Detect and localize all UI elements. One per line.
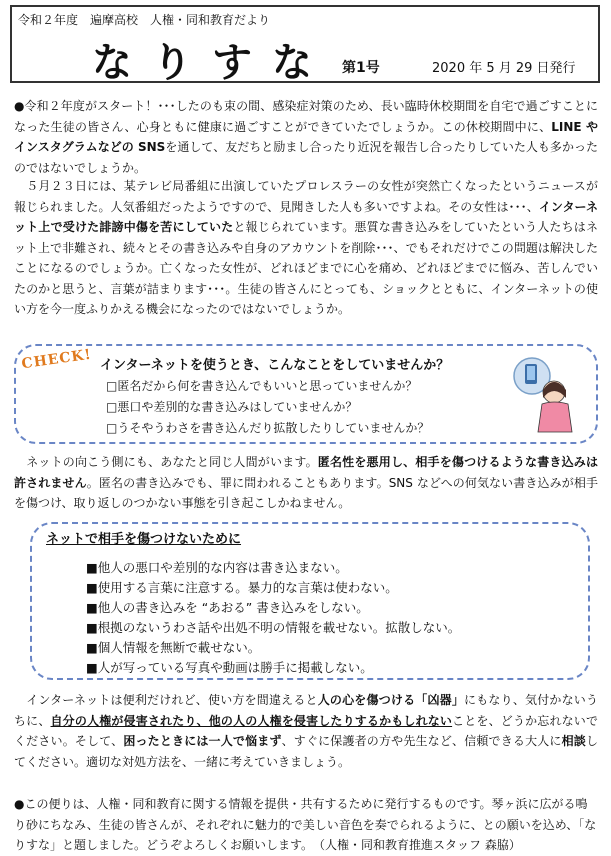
issue-number: 第1号 bbox=[342, 60, 380, 76]
closing-text: ことを、どうか忘れないでください。そして、 bbox=[14, 713, 598, 748]
check-item: □悪口や差別的な書き込みはしていませんか？ bbox=[106, 400, 358, 414]
rule-item: ■人が写っている写真や動画は勝手に掲載しない。 bbox=[86, 660, 373, 675]
rules-heading: ネットで相手を傷つけないために bbox=[46, 532, 242, 547]
consult-emphasis: 相談 bbox=[561, 734, 586, 748]
masthead bbox=[10, 5, 600, 86]
closing-text: インターネットは便利だけれど、使い方を間違えると bbox=[14, 693, 318, 707]
middle-paragraph bbox=[14, 452, 598, 514]
intro-paragraph-2 bbox=[14, 176, 598, 320]
check-item: □匿名だから何を書き込んでもいいと思っていませんか？ bbox=[106, 379, 418, 393]
school-line: 令和２年度 遍摩高校 人権・同和教育だより bbox=[18, 13, 271, 27]
rule-item: ■他人の悪口や差別的な内容は書き込まない。 bbox=[86, 560, 348, 575]
news-text: ５月２３日には、某テレビ局番組に出演していたプロレスラーの女性が突然亡くなったというニュースが報じられました。人気番組だったようですので、見聞きした人も多いですよね。その女性は･･･、 bbox=[14, 179, 598, 214]
closing-text: してください。適切な対処方法を、一緒に考えていきましょう。 bbox=[14, 734, 598, 769]
weapon-emphasis: 人の心を傷つける「凶器」 bbox=[317, 693, 465, 707]
dont-worry-alone-emphasis: 困ったときには一人で悩まず bbox=[123, 734, 282, 748]
girl-with-phone-illustration bbox=[510, 354, 580, 434]
check-heading: インターネットを使うとき、こんなことをしていませんか？ bbox=[100, 358, 450, 373]
middle-text: 。匿名の書き込みでも、罪に問われることもあります。SNS などへの何気ない書き込みが相手を傷つけ、取り返しのつかない事態を引き起こしかねません。 bbox=[14, 475, 598, 510]
issue-date: 2020 年 5 月 29 日発行 bbox=[432, 61, 576, 76]
anonymity-emphasis: 匿名性を悪用し、相手を傷つけるような書き込みは許されません bbox=[14, 455, 598, 490]
closing-paragraph bbox=[14, 690, 598, 772]
rule-item: ■他人の書き込みを “あおる” 書き込みをしない。 bbox=[86, 600, 369, 615]
defamation-emphasis: インターネット上で受けた誹謗中傷を苦にしていた bbox=[14, 199, 599, 234]
closing-text: にもなり、気付かないうちに、 bbox=[14, 693, 598, 728]
rule-item: ■根拠のないうわさ話や出処不明の情報を載せない。拡散しない。 bbox=[86, 620, 461, 635]
intro-paragraph-1 bbox=[14, 96, 598, 178]
intro-text: ●令和２年度がスタート！･･･したのも束の間、感染症対策のため、長い臨時休校期間を自宅で過ごすことになった生徒の皆さん、心身ともに健康に過ごすことができていたでしょうか。この休校期間中に、 bbox=[14, 99, 598, 134]
check-tag: CHECK! bbox=[20, 346, 93, 373]
rights-emphasis: 自分の人権が侵害されたり、他の人の人権を侵害したりするかもしれない bbox=[50, 713, 453, 728]
rule-item: ■個人情報を無断で載せない。 bbox=[86, 640, 261, 655]
check-item: □うそやうわさを書き込んだり拡散したりしていませんか？ bbox=[106, 421, 430, 435]
rule-item: ■使用する言葉に注意する。暴力的な言葉は使わない。 bbox=[86, 580, 398, 595]
intro-text: を通して、友だちと励まし合ったり近況を報告し合ったりしていた人も多かったのではないでしょうか。 bbox=[14, 140, 598, 175]
newsletter-title: なりすな bbox=[92, 40, 332, 86]
footer-note: ●この便りは、人権・同和教育に関する情報を提供・共有するために発行するものです。琴ヶ浜に広がる鳴り砂にちなみ、生徒の皆さんが、それぞれに魅力的で美しい音色を奏でられるように、との願いを込め、「なりすな」と題しました。どうぞよろしくお願いします。 （人権・同和教育推進スタッフ 森脇） bbox=[14, 797, 597, 852]
middle-text: ネットの向こう側にも、あなたと同じ人間がいます。 bbox=[14, 455, 318, 469]
closing-text: 、すぐに保護者の方や先生など、信頼できる大人に bbox=[281, 734, 562, 748]
sns-emphasis: LINE やインスタグラムなどの SNS bbox=[14, 119, 598, 154]
news-text: と報じられています。悪質な書き込みをしていたという人たちはネット上で非難され、続々とその書き込みや自身のアカウントを削除･･･、でもそれだけでこの問題は解決したことになるのでしょうか。亡くなった女性が、どれほどまでに心を痛め、どれほどまでに悩み、苦しんでいたのかと思うと、言葉が詰まります･･･。生徒の皆さんにとっても、ショックとともに、インターネットの使い方を今一度ふりかえる機会になったのではないでしょうか。 bbox=[14, 220, 598, 316]
